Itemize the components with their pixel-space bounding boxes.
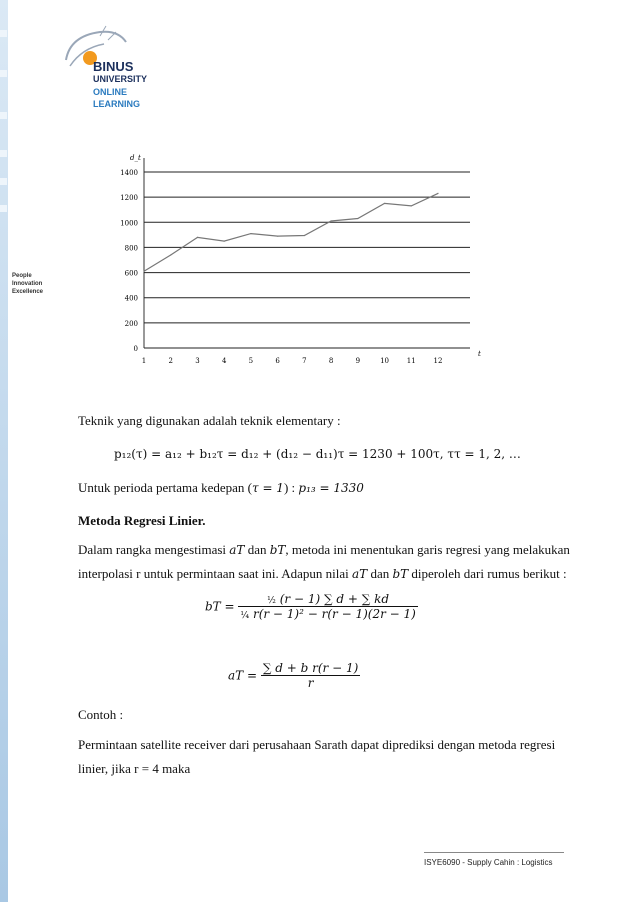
fraction	[238, 592, 417, 621]
x-tick-label: 10	[380, 357, 390, 365]
fraction-numerator: ½ (r − 1) ∑ d + ∑ kd	[267, 592, 390, 606]
contoh-label: Contoh :	[78, 707, 124, 722]
equation-bT	[205, 592, 418, 621]
tagline	[12, 272, 43, 296]
footer-divider	[424, 852, 564, 853]
math-bT: bT	[269, 543, 286, 557]
x-tick-label: 6	[275, 357, 280, 365]
math-tau: τ = 1	[251, 481, 284, 495]
y-tick-label: 1200	[120, 194, 138, 203]
tagline-line: People	[12, 273, 32, 279]
data-point	[304, 235, 305, 236]
math-aT: aT	[352, 567, 368, 581]
section-heading: Metoda Regresi Linier.	[78, 513, 206, 528]
paragraph-regression-1	[78, 541, 570, 559]
data-point	[197, 237, 198, 238]
y-tick-label: 400	[124, 294, 138, 303]
y-tick-label: 800	[124, 244, 138, 253]
y-tick-label: 600	[124, 269, 138, 278]
data-point	[250, 233, 251, 234]
data-point	[224, 241, 225, 242]
x-tick-label: 8	[328, 357, 334, 365]
math-bT: bT	[392, 567, 409, 581]
y-tick-label: 1400	[120, 169, 138, 177]
x-tick-label: 1	[141, 357, 147, 365]
data-point	[277, 236, 278, 237]
y-tick-label: 0	[133, 345, 138, 353]
data-point	[143, 271, 144, 272]
text-span: interpolasi r untuk permintaan saat ini. Adapun nilai	[78, 566, 353, 581]
denominator-text: r	[307, 676, 314, 690]
x-tick-label: 12	[433, 357, 443, 365]
tagline-line: Excellence	[12, 289, 44, 295]
text-span: , metoda ini menentukan garis regresi yang melakukan	[285, 542, 570, 557]
y-axis-label: d_t	[130, 154, 141, 162]
text-span: diperoleh dari rumus berikut :	[408, 566, 567, 581]
paragraph-regression-2	[78, 565, 567, 583]
y-tick-label: 200	[124, 319, 138, 328]
numerator-text: ∑ d + b r(r − 1)	[262, 661, 359, 675]
sidebar-stripe	[0, 0, 8, 902]
eq-lhs: bT =	[205, 599, 235, 614]
x-axis-label: t	[478, 350, 481, 358]
text-span: dan	[367, 566, 393, 581]
data-point	[384, 203, 385, 204]
x-tick-label: 5	[248, 357, 254, 365]
paragraph-example-1: Permintaan satellite receiver dari perusahaan Sarath dapat diprediksi dengan metoda regresi	[78, 737, 556, 752]
paragraph-first-period	[78, 479, 364, 497]
eq-lhs: aT =	[228, 668, 258, 683]
x-tick-label: 11	[406, 357, 416, 365]
denominator-text: r(r − 1)² − r(r − 1)(2r − 1)	[252, 607, 416, 621]
x-tick-label: 4	[221, 357, 227, 365]
math-aT: aT	[229, 543, 245, 557]
equation-forecast: p₁₂(τ) = a₁₂ + b₁₂τ = d₁₂ + (d₁₂ − d₁₁)τ = 1230 + 100τ, ττ = 1, 2, …	[114, 447, 521, 461]
data-point	[330, 220, 331, 221]
x-tick-label: 3	[195, 357, 200, 365]
fraction-denominator: ¼ r(r − 1)² − r(r − 1)(2r − 1)	[240, 607, 416, 621]
text-span: dan	[244, 542, 270, 557]
tagline-line: Innovation	[12, 281, 43, 287]
logo-brand: BINUS	[93, 59, 134, 74]
footer-course: ISYE6090 - Supply Cahin : Logistics	[424, 858, 553, 867]
paragraph-example-2: linier, jika r = 4 maka	[78, 761, 191, 776]
fraction-numerator	[261, 661, 360, 675]
logo-line2: UNIVERSITY	[93, 74, 148, 84]
fraction	[261, 661, 360, 690]
demand-line-chart	[110, 148, 500, 373]
paragraph-technique: Teknik yang digunakan adalah teknik elementary :	[78, 413, 341, 428]
text-span: Dalam rangka mengestimasi	[78, 542, 230, 557]
text-span: Untuk perioda pertama kedepan (	[78, 480, 252, 495]
logo-line4: LEARNING	[93, 99, 140, 109]
data-point	[170, 254, 171, 255]
data-point	[411, 205, 412, 206]
equation-aT	[228, 661, 360, 690]
demand-series-line	[144, 193, 438, 271]
x-tick-label: 9	[355, 357, 361, 365]
fraction-denominator	[261, 675, 360, 690]
y-tick-label: 1000	[120, 219, 138, 228]
numerator-text: (r − 1) ∑ d + ∑ kd	[279, 592, 390, 606]
data-point	[357, 218, 358, 219]
math-p13: p₁₃ = 1330	[298, 481, 364, 495]
logo-line3: ONLINE	[93, 87, 128, 97]
x-tick-label: 7	[302, 357, 307, 365]
data-point	[437, 193, 438, 194]
text-span: ) :	[283, 480, 299, 495]
x-tick-label: 2	[168, 357, 173, 365]
